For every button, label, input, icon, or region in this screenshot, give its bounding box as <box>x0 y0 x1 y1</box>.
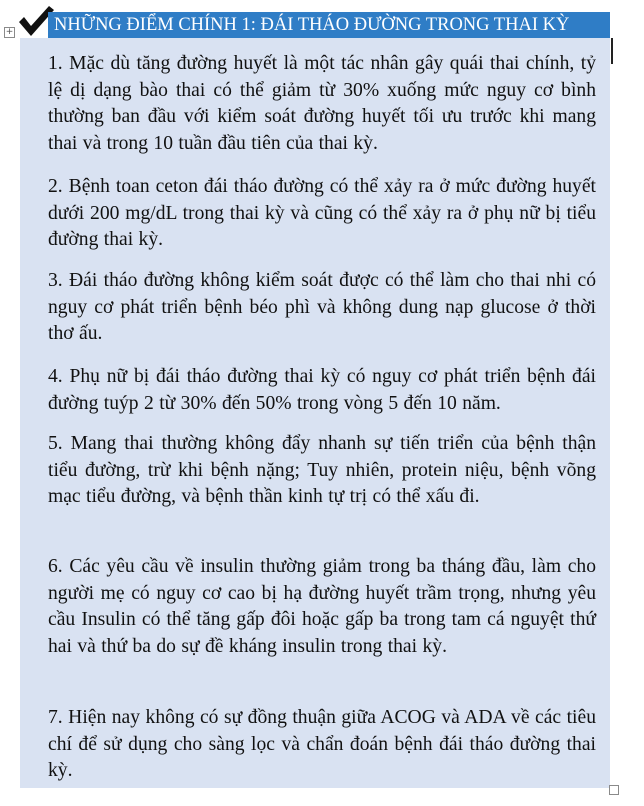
resize-handle-icon[interactable] <box>609 785 619 795</box>
text-cursor <box>611 38 613 64</box>
key-point-5: 5. Mang thai thường không đẩy nhanh sự tiến triển của bệnh thận tiểu đường, trừ khi bệnh nặng; Tuy nhiên, protein niệu, bệnh võng mạc tiểu đường, và bệnh thần kinh tự trị có thể xấu đi. <box>48 433 596 507</box>
key-point-7: 7. Hiện nay không có sự đồng thuận giữa ACOG và ADA về các tiêu chí để sử dụng cho sàng lọc và chẩn đoán bệnh đái tháo đường thai kỳ. <box>48 707 596 781</box>
section-title: NHỮNG ĐIỂM CHÍNH 1: ĐÁI THÁO ĐƯỜNG TRONG THAI KỲ <box>48 12 610 38</box>
key-point-3: 3. Đái tháo đường không kiểm soát được có thể làm cho thai nhi có nguy cơ phát triển bệnh béo phì và không dung nạp glucose ở thời thơ ấu. <box>48 270 596 344</box>
key-point-1: 1. Mặc dù tăng đường huyết là một tác nhân gây quái thai chính, tỷ lệ dị dạng bào thai có thể giảm từ 30% xuống mức nguy cơ bình thường ban đầu với kiểm soát đường huyết tối ưu trước khi mang thai và trong 10 tuần đầu tiên của thai kỳ. <box>48 53 596 154</box>
key-point-4: 4. Phụ nữ bị đái tháo đường thai kỳ có nguy cơ phát triển bệnh đái đường tuýp 2 từ 30% đến 50% trong vòng 5 đến 10 năm. <box>48 366 596 414</box>
key-point-6: 6. Các yêu cầu về insulin thường giảm trong ba tháng đầu, làm cho người mẹ có nguy cơ cao bị hạ đường huyết trầm trọng, nhưng yêu cầu Insulin có thể tăng gấp đôi hoặc gấp ba trong tam cá nguyệt thứ hai và thứ ba do sự đề kháng insulin trong thai kỳ. <box>48 556 596 657</box>
move-handle-icon[interactable]: + <box>5 27 14 37</box>
key-point-2: 2. Bệnh toan ceton đái tháo đường có thể xảy ra ở mức đường huyết dưới 200 mg/dL trong thai kỳ và cũng có thể xảy ra ở phụ nữ bị tiểu đường thai kỳ. <box>48 176 596 250</box>
